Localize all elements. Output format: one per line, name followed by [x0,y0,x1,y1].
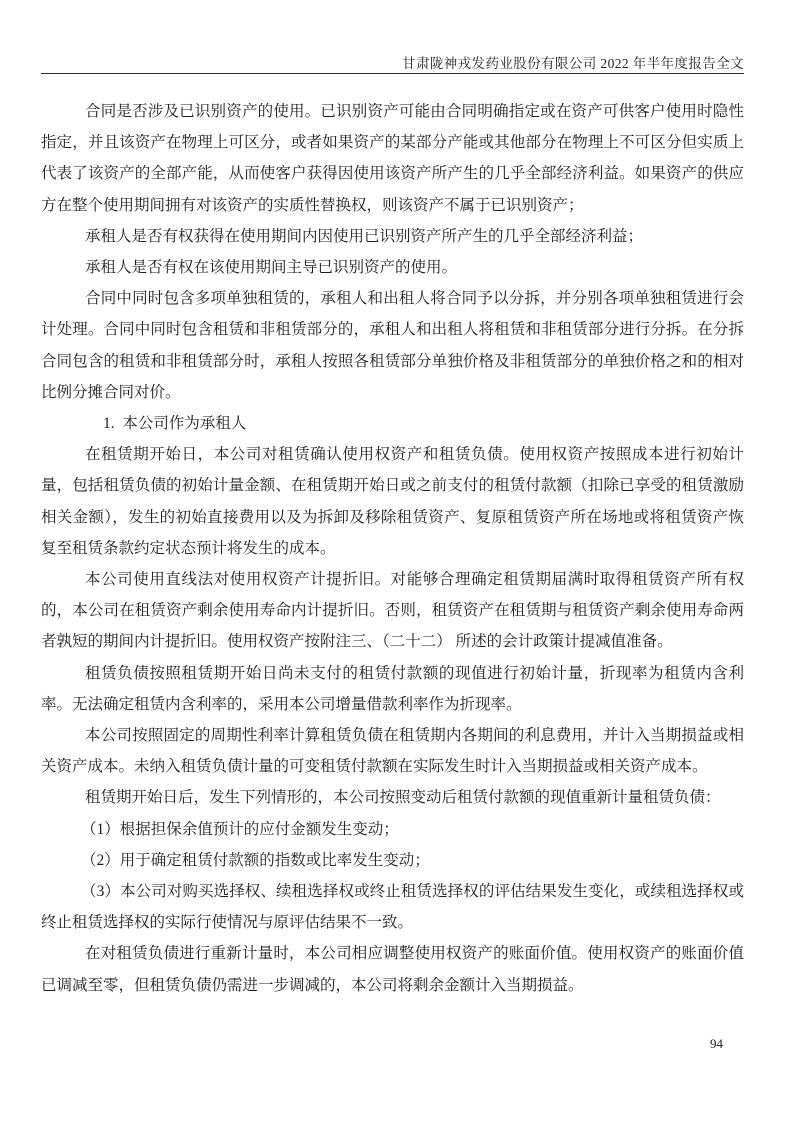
paragraph-interest-expense: 本公司按照固定的周期性利率计算租赁负债在租赁期内各期间的利息费用，并计入当期损益或相关资产成本。未纳入租赁负债计量的可变租赁付款额在实际发生时计入当期损益或相关资产成本。 [41,727,744,776]
paragraph-remeasurement-adjustment: 在对租赁负债进行重新计量时，本公司相应调整使用权资产的账面价值。使用权资产的账面价值已调减至零，但租赁负债仍需进一步调减的，本公司将剩余金额计入当期损益。 [41,945,744,994]
document-body [41,96,744,1001]
paragraph-lessee-direct-use: 承租人是否有权在该使用期间主导已识别资产的使用。 [85,259,458,277]
paragraph-lessee-economic-benefit: 承租人是否有权获得在使用期间内因使用已识别资产所产生的几乎全部经济利益； [85,227,644,245]
header-divider [41,73,744,74]
paragraph-depreciation: 本公司使用直线法对使用权资产计提折旧。对能够合理确定租赁期届满时取得租赁资产所有权的，本公司在租赁资产剩余使用寿命内计提折旧。否则，租赁资产在租赁期与租赁资产剩余使用寿命两者孰短的期间内计提折旧。使用权资产按附注三、（二十二） 所述的会计政策计提减值准备。 [41,571,744,651]
paragraph-initial-measurement: 在租赁期开始日，本公司对租赁确认使用权资产和租赁负债。使用权资产按照成本进行初始计量，包括租赁负债的初始计量金额、在租赁期开始日或之前支付的租赁付款额（扣除已享受的租赁激励相关金额），发生的初始直接费用以及为拆卸及移除租赁资产、复原租赁资产所在场地或将租赁资产恢复至租赁条款约定状态预计将发生的成本。 [41,446,744,557]
heading-company-as-lessee: 1. 本公司作为承租人 [103,415,247,433]
paragraph-contract-separation: 合同中同时包含多项单独租赁的，承租人和出租人将合同予以分拆，并分别各项单独租赁进行会计处理。合同中同时包含租赁和非租赁部分的，承租人和出租人将租赁和非租赁部分进行分拆。在分拆合同包含的租赁和非租赁部分时，承租人按照各租赁部分单独价格及非租赁部分的单独价格之和的相对比例分摊合同对价。 [41,290,744,401]
list-item-guaranteed-residual: （1）根据担保余值预计的应付金额发生变动； [81,820,399,838]
list-item-option-evaluation-change: （3）本公司对购买选择权、续租选择权或终止租赁选择权的评估结果发生变化，或续租选择权或终止租赁选择权的实际行使情况与原评估结果不一致。 [41,883,744,932]
paragraph-remeasurement-intro: 租赁期开始日后，发生下列情形的，本公司按照变动后租赁付款额的现值重新计量租赁负债： [85,789,721,807]
paragraph-identified-asset-use: 合同是否涉及已识别资产的使用。已识别资产可能由合同明确指定或在资产可供客户使用时隐性指定，并且该资产在物理上可区分，或者如果资产的某部分产能或其他部分在物理上不可区分但实质上代表了该资产的全部产能，从而使客户获得因使用该资产所产生的几乎全部经济利益。如果资产的供应方在整个使用期间拥有对该资产的实质性替换权，则该资产不属于已识别资产； [41,103,744,214]
report-header-title: 甘肃陇神戎发药业股份有限公司 2022 年半年度报告全文 [402,56,744,71]
paragraph-lease-liability-discount: 租赁负债按照租赁期开始日尚未支付的租赁付款额的现值进行初始计量，折现率为租赁内含利率。无法确定租赁内含利率的，采用本公司增量借款利率作为折现率。 [41,664,744,713]
page-number: 94 [710,1036,723,1051]
list-item-index-rate-change: （2）用于确定租赁付款额的指数或比率发生变动； [81,851,430,869]
